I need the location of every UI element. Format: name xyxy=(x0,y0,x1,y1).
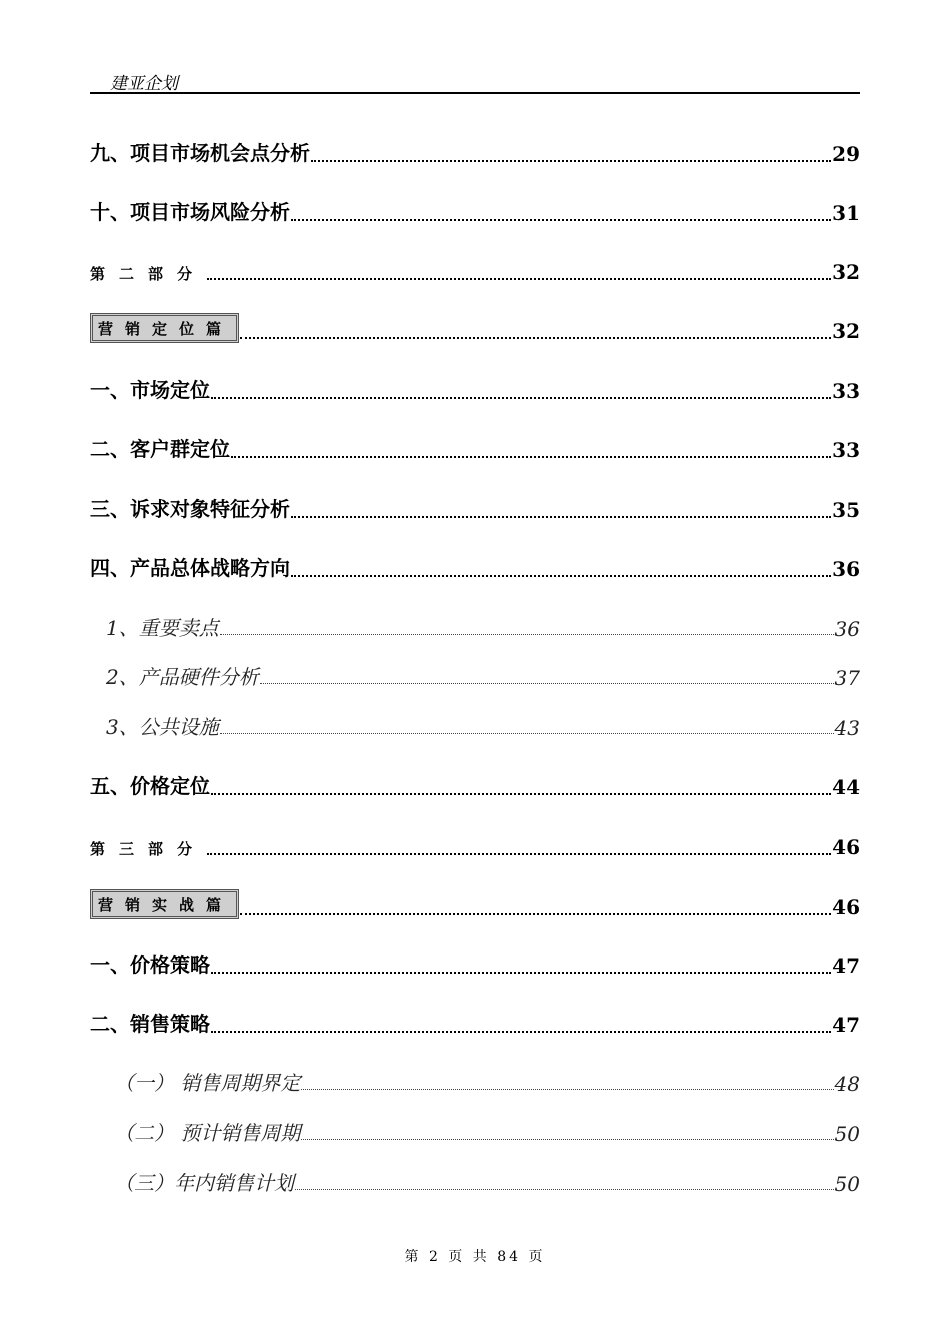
toc-leader-dots xyxy=(211,792,831,795)
toc-leader-dots xyxy=(211,1030,831,1033)
toc-entry[interactable] xyxy=(90,313,860,343)
header-title: 建亚企划 xyxy=(110,74,178,94)
toc-entry-page-number: 31 xyxy=(832,201,860,225)
toc-entry[interactable] xyxy=(106,710,860,740)
toc-entry-page-number: 37 xyxy=(834,666,860,690)
toc-leader-dots xyxy=(311,159,831,162)
toc-leader-dots xyxy=(240,336,831,339)
toc-entry-label: （一） 销售周期界定 xyxy=(114,1071,301,1095)
toc-entry-page-number: 32 xyxy=(832,319,860,343)
toc-entry[interactable] xyxy=(90,373,860,403)
toc-entry[interactable] xyxy=(90,769,860,799)
toc-entry-label: 五、价格定位 xyxy=(90,774,210,798)
toc-entry-page-number: 47 xyxy=(832,1013,860,1037)
toc-entry-label: 一、价格策略 xyxy=(90,953,210,977)
toc-entry-page-number: 50 xyxy=(834,1122,860,1146)
toc-leader-dots xyxy=(220,633,834,635)
toc-leader-dots xyxy=(240,912,831,915)
toc-entry[interactable] xyxy=(106,611,860,641)
toc-entry-label: （三）年内销售计划 xyxy=(114,1171,294,1195)
toc-entry[interactable] xyxy=(90,829,860,859)
toc-entry-label: 十、项目市场风险分析 xyxy=(90,200,290,224)
toc-entry[interactable] xyxy=(106,660,860,690)
toc-leader-dots xyxy=(220,732,834,734)
toc-entry-label: 营销定位篇 xyxy=(90,313,239,343)
toc-entry-page-number: 32 xyxy=(832,260,860,284)
toc-leader-dots xyxy=(207,277,831,280)
toc-entry[interactable] xyxy=(90,948,860,978)
toc-entry-page-number: 36 xyxy=(834,617,860,641)
toc-entry[interactable] xyxy=(90,195,860,225)
toc-entry-page-number: 46 xyxy=(832,835,860,859)
toc-entry-label: 四、产品总体战略方向 xyxy=(90,556,290,580)
toc-leader-dots xyxy=(291,218,831,221)
toc-entry-label: 二、客户群定位 xyxy=(90,437,230,461)
toc-entry-page-number: 29 xyxy=(832,142,860,166)
toc-leader-dots xyxy=(301,1138,833,1140)
toc-leader-dots xyxy=(231,455,831,458)
toc-leader-dots xyxy=(301,1088,833,1090)
toc-entry-label: 营销实战篇 xyxy=(90,889,239,919)
toc-entry-page-number: 48 xyxy=(834,1072,860,1096)
toc-entry[interactable] xyxy=(90,492,860,522)
toc-entry-page-number: 46 xyxy=(832,895,860,919)
toc-entry-label: 三、诉求对象特征分析 xyxy=(90,497,290,521)
toc-entry-page-number: 35 xyxy=(832,498,860,522)
toc-entry-label: 1、重要卖点 xyxy=(106,616,219,640)
toc-entry[interactable] xyxy=(90,136,860,166)
toc-leader-dots xyxy=(211,396,831,399)
toc-entry-label: 二、销售策略 xyxy=(90,1012,210,1036)
toc-entry-page-number: 47 xyxy=(832,954,860,978)
toc-entry[interactable] xyxy=(114,1166,860,1196)
toc-entry[interactable] xyxy=(90,889,860,919)
toc-leader-dots xyxy=(211,971,831,974)
toc-leader-dots xyxy=(295,1188,834,1190)
toc-entry-label: （二） 预计销售周期 xyxy=(114,1121,301,1145)
toc-entry-label: 第三部分 xyxy=(90,840,207,858)
toc-entry-label: 3、公共设施 xyxy=(106,715,219,739)
toc-leader-dots xyxy=(260,682,834,684)
toc-entry-page-number: 50 xyxy=(834,1172,860,1196)
toc-entry[interactable] xyxy=(90,1007,860,1037)
toc-entry-label: 2、产品硬件分析 xyxy=(106,665,259,689)
toc-entry[interactable] xyxy=(114,1116,860,1146)
toc-entry[interactable] xyxy=(90,254,860,284)
toc-entry-label: 九、项目市场机会点分析 xyxy=(90,141,310,165)
toc-entry[interactable] xyxy=(90,432,860,462)
toc-leader-dots xyxy=(291,515,831,518)
toc-entry-page-number: 33 xyxy=(832,438,860,462)
toc-entry-page-number: 36 xyxy=(832,557,860,581)
toc-leader-dots xyxy=(207,852,831,855)
toc-entry-label: 一、市场定位 xyxy=(90,378,210,402)
page-footer: 第 2 页 共 84 页 xyxy=(404,1249,546,1265)
toc-entry[interactable] xyxy=(90,551,860,581)
toc-leader-dots xyxy=(291,574,831,577)
toc-entry-page-number: 43 xyxy=(834,716,860,740)
toc-entry-label: 第二部分 xyxy=(90,265,207,283)
toc-entry-page-number: 44 xyxy=(832,775,860,799)
toc-entry[interactable] xyxy=(114,1066,860,1096)
toc-entry-page-number: 33 xyxy=(832,379,860,403)
